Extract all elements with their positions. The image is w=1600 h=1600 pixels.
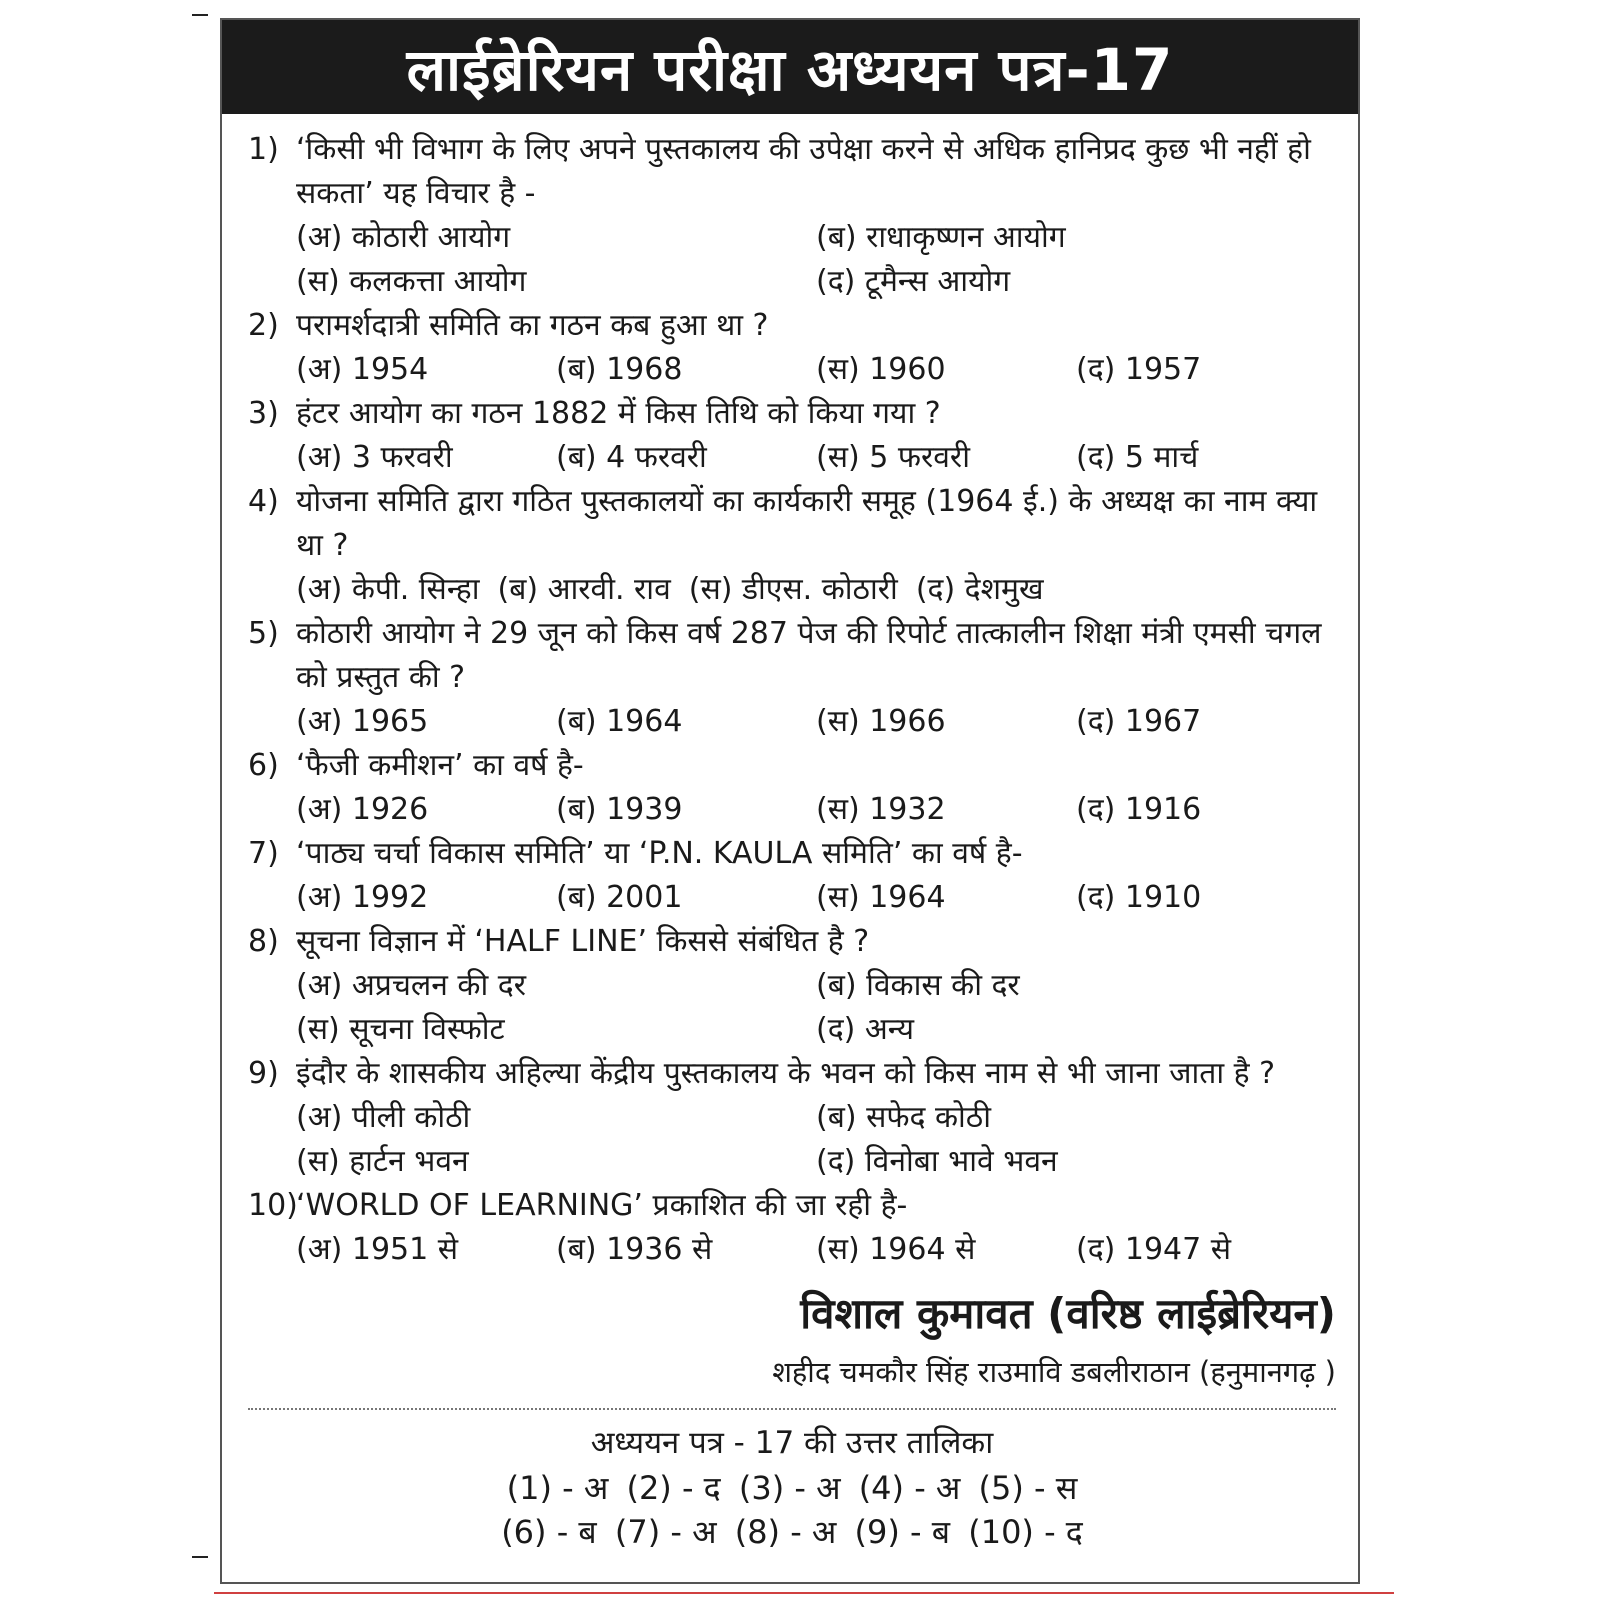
option-b: (ब) विकास की दर bbox=[816, 968, 1020, 1003]
option-c: (स) 1964 bbox=[816, 880, 946, 915]
option-a: (अ) 3 फरवरी bbox=[296, 440, 453, 475]
question-10 bbox=[248, 1184, 1336, 1228]
option-d: (द) 1947 से bbox=[1076, 1232, 1232, 1267]
question-text: इंदौर के शासकीय अहिल्या केंद्रीय पुस्तकालय के भवन को किस नाम से भी जाना जाता है ? bbox=[296, 1056, 1276, 1091]
question-number: 7) bbox=[248, 836, 279, 871]
option-a: (अ) 1992 bbox=[296, 880, 429, 915]
option-b: (ब) 1939 bbox=[556, 792, 683, 827]
option-d: (द) 5 मार्च bbox=[1076, 440, 1199, 475]
option-c: (स) कलकत्ता आयोग bbox=[296, 264, 527, 299]
question-text: ‘किसी भी विभाग के लिए अपने पुस्तकालय की उपेक्षा करने से अधिक हानिप्रद कुछ भी नहीं हो सकता’ यह विचार है - bbox=[296, 132, 1311, 211]
question-8 bbox=[248, 920, 1336, 964]
option-d: (द) विनोबा भावे भवन bbox=[816, 1144, 1058, 1179]
crop-mark-bottom bbox=[192, 1556, 208, 1558]
question-4 bbox=[248, 480, 1336, 568]
option-b: (ब) आरवी. राव bbox=[497, 572, 671, 607]
option-a: (अ) 1954 bbox=[296, 352, 429, 387]
question-number: 5) bbox=[248, 616, 279, 651]
option-d: (द) 1967 bbox=[1076, 704, 1202, 739]
option-b: (ब) 1964 bbox=[556, 704, 683, 739]
question-number: 9) bbox=[248, 1056, 279, 1091]
options-9 bbox=[248, 1096, 1336, 1184]
options-3 bbox=[248, 436, 1336, 480]
answer-item: (10) - द bbox=[968, 1513, 1083, 1551]
option-b: (ब) राधाकृष्णन आयोग bbox=[816, 220, 1066, 255]
question-6 bbox=[248, 744, 1336, 788]
option-a: (अ) 1951 से bbox=[296, 1232, 459, 1267]
options-2 bbox=[248, 348, 1336, 392]
option-b: (ब) 2001 bbox=[556, 880, 683, 915]
option-d: (द) 1910 bbox=[1076, 880, 1202, 915]
option-a: (अ) केपी. सिन्हा bbox=[296, 572, 480, 607]
question-number: 4) bbox=[248, 484, 279, 519]
question-number: 10) bbox=[248, 1188, 298, 1223]
question-text: परामर्शदात्री समिति का गठन कब हुआ था ? bbox=[296, 308, 769, 343]
options-7 bbox=[248, 876, 1336, 920]
option-c: (स) 1960 bbox=[816, 352, 946, 387]
question-number: 1) bbox=[248, 132, 279, 167]
option-c: (स) सूचना विस्फोट bbox=[296, 1012, 505, 1047]
dotted-divider bbox=[248, 1408, 1336, 1410]
author-school: शहीद चमकौर सिंह राउमावि डबलीराठान (हनुमानगढ़ ) bbox=[772, 1355, 1336, 1389]
answer-item: (9) - ब bbox=[854, 1513, 951, 1551]
answer-item: (7) - अ bbox=[614, 1513, 717, 1551]
question-number: 3) bbox=[248, 396, 279, 431]
question-9 bbox=[248, 1052, 1336, 1096]
question-text: ‘WORLD OF LEARNING’ प्रकाशित की जा रही है- bbox=[296, 1188, 908, 1223]
options-8 bbox=[248, 964, 1336, 1052]
option-d: (द) अन्य bbox=[816, 1012, 915, 1047]
question-number: 8) bbox=[248, 924, 279, 959]
question-text: कोठारी आयोग ने 29 जून को किस वर्ष 287 पेज की रिपोर्ट तात्कालीन शिक्षा मंत्री एमसी चगल को प्रस्तुत की ? bbox=[296, 616, 1322, 695]
question-7 bbox=[248, 832, 1336, 876]
study-sheet bbox=[220, 18, 1360, 1584]
option-c: (स) हार्टन भवन bbox=[296, 1144, 469, 1179]
option-b: (ब) 1968 bbox=[556, 352, 683, 387]
answer-key-title: अध्ययन पत्र - 17 की उत्तर तालिका bbox=[590, 1425, 994, 1461]
option-a: (अ) पीली कोठी bbox=[296, 1100, 471, 1135]
options-5 bbox=[248, 700, 1336, 744]
question-text: हंटर आयोग का गठन 1882 में किस तिथि को किया गया ? bbox=[296, 396, 941, 431]
answer-item: (4) - अ bbox=[858, 1469, 961, 1507]
option-b: (ब) 1936 से bbox=[556, 1232, 713, 1267]
answer-item: (5) - स bbox=[978, 1469, 1078, 1507]
option-d: (द) 1916 bbox=[1076, 792, 1202, 827]
option-a: (अ) 1926 bbox=[296, 792, 429, 827]
answer-item: (8) - अ bbox=[734, 1513, 837, 1551]
question-3 bbox=[248, 392, 1336, 436]
question-text: योजना समिति द्वारा गठित पुस्तकालयों का कार्यकारी समूह (1964 ई.) के अध्यक्ष का नाम क्या था ? bbox=[296, 484, 1318, 563]
question-list bbox=[222, 114, 1358, 1554]
answer-item: (1) - अ bbox=[506, 1469, 609, 1507]
option-a: (अ) अप्रचलन की दर bbox=[296, 968, 526, 1003]
question-2 bbox=[248, 304, 1336, 348]
question-5 bbox=[248, 612, 1336, 700]
question-number: 2) bbox=[248, 308, 279, 343]
option-c: (स) 1932 bbox=[816, 792, 946, 827]
answer-item: (3) - अ bbox=[738, 1469, 841, 1507]
author-signature: विशाल कुमावत (वरिष्ठ लाईब्रेरियन) bbox=[800, 1289, 1336, 1338]
option-a: (अ) कोठारी आयोग bbox=[296, 220, 511, 255]
question-1 bbox=[248, 128, 1336, 216]
option-d: (द) टूमैन्स आयोग bbox=[816, 264, 1011, 299]
options-1 bbox=[248, 216, 1336, 304]
option-d: (द) देशमुख bbox=[915, 572, 1044, 607]
page-title: लाईब्रेरियन परीक्षा अध्ययन पत्र-17 bbox=[222, 20, 1358, 114]
bottom-rule bbox=[214, 1592, 1394, 1594]
options-4 bbox=[248, 568, 1336, 612]
crop-mark-top bbox=[192, 14, 208, 16]
options-6 bbox=[248, 788, 1336, 832]
question-text: ‘पाठ्य चर्चा विकास समिति’ या ‘P.N. KAULA समिति’ का वर्ष है- bbox=[296, 836, 1023, 871]
option-c: (स) 5 फरवरी bbox=[816, 440, 970, 475]
option-c: (स) 1966 bbox=[816, 704, 946, 739]
answer-item: (6) - ब bbox=[501, 1513, 597, 1551]
question-text: सूचना विज्ञान में ‘HALF LINE’ किससे संबंधित है ? bbox=[296, 924, 870, 959]
option-b: (ब) सफेद कोठी bbox=[816, 1100, 991, 1135]
answer-key-line-1 bbox=[248, 1466, 1336, 1510]
question-number: 6) bbox=[248, 748, 279, 783]
answer-key-line-2 bbox=[248, 1510, 1336, 1554]
answer-item: (2) - द bbox=[626, 1469, 721, 1507]
option-d: (द) 1957 bbox=[1076, 352, 1202, 387]
question-text: ‘फैजी कमीशन’ का वर्ष है- bbox=[296, 748, 584, 783]
option-b: (ब) 4 फरवरी bbox=[556, 440, 707, 475]
option-c: (स) डीएस. कोठारी bbox=[688, 572, 898, 607]
option-c: (स) 1964 से bbox=[816, 1232, 976, 1267]
option-a: (अ) 1965 bbox=[296, 704, 429, 739]
options-10 bbox=[248, 1228, 1336, 1272]
